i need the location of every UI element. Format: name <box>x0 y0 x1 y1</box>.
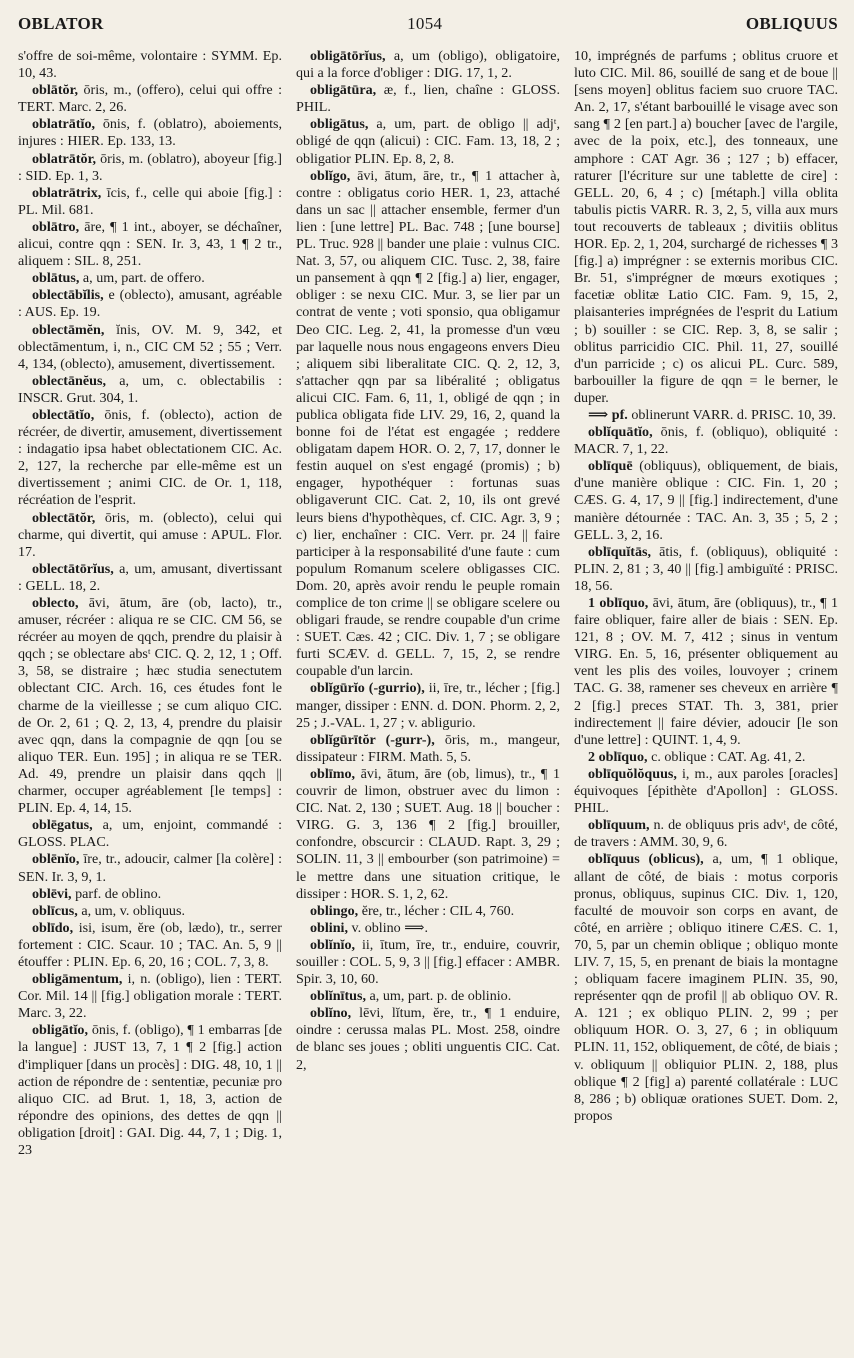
dictionary-entry <box>296 920 560 937</box>
dictionary-entry <box>18 817 282 851</box>
dictionary-entry <box>18 373 282 407</box>
entry-definition: āvi, ātum, āre (ob, limus), tr., ¶ 1 couvrir de limon, obstruer avec du limon : CIC. Nat. 2, 130 ; SUET. Aug. 18 || boucher : VIRG. G. 3, 136 ¶ 2 [fig.] brouiller, confondre, obscurcir : CLAUD. Rapt. 3, 29 ; SOLIN. 11, 3 || embourber (son patrimoine) = le mettre dans une situation critique, le dissiper : HOR. S. 1, 2, 62. <box>296 765 560 902</box>
entry-headword: oblectātōrĭus, <box>32 560 114 577</box>
entry-headword: oblīquē <box>588 458 633 475</box>
entry-headword: oblīquĭtās, <box>588 543 652 560</box>
entry-definition: parf. de oblino. <box>71 885 162 902</box>
entry-headword: oblatrātĭo, <box>32 116 96 133</box>
entry-headword: oblīmo, <box>310 765 356 782</box>
entry-definition: a, um, part. p. de oblinio. <box>366 988 512 1005</box>
entry-headword: ⟹ pf. <box>588 406 628 423</box>
entry-headword: 2 oblīquo, <box>588 748 648 765</box>
entry-definition: ōnis, f. (oblatro), aboiements, injures : HIER. Ep. 133, 13. <box>18 116 282 150</box>
entry-definition: ōris, m., (offero), celui qui offre : TERT. Marc. 2, 26. <box>18 82 282 116</box>
entry-headword: oblĭgo, <box>310 167 351 184</box>
entry-headword: oblingo, <box>310 902 359 919</box>
entry-definition: a, um, ¶ 1 oblique, allant de côté, de biais : motus corporis pronus, obliquus, supinus CIC. Div. 1, 120, faculté de mouvoir son corps en avant, de côté, en arrière ; obliquo itinere CÆS. C. 1, 70, 5, par un chemin oblique ; obliquo monte LIV. 7, 15, 5, en prenant de biais la montagne ; obliquam facere imaginem PLIN. 35, 90, représenter qqn de profil || ab obliquo OV. R. A. 121 ; ex obliquo PLIN. 2, 99 ; per obliquum HOR. O. 3, 27, 6 ; in obliquum PLIN. 11, 152, obliquement, de côté, de biais ; v. obliquum || obliquior PLIN. 2, 188, plus oblique ¶ 2 [fig] a) parenté collatérale : LUC 8, 286 ; b) obliquæ orationes SUET. Dom. 2, propos <box>574 851 838 1124</box>
entry-headword: oblĭgūrītŏr (-gurr-), <box>310 731 435 748</box>
entry-definition: i, n. (obligo), lien : TERT. Cor. Mil. 14 || [fig.] obligation morale : TERT. Marc. 3, 22. <box>18 971 282 1022</box>
dictionary-entry <box>574 458 838 543</box>
entry-headword: oblatrātrix, <box>32 184 102 201</box>
entry-definition: s'offre de soi-même, volontaire : SYMM. Ep. 10, 43. <box>18 48 282 82</box>
entry-definition: ōnis, f. (obligo), ¶ 1 embarras [de la langue] : JUST 13, 7, 1 ¶ 2 [fig.] action d'impliquer [dans un procès] : DIG. 48, 10, 1 || action de répondre de : sententiæ, pecuniæ pro aliquo CIC. ad Brut. 1, 18, 3, action de répondre des opinions, des dettes de qqn || obligation [droit] : GAI. Dig. 44, 7, 1 ; Dig. 1, 23 <box>18 1022 282 1158</box>
entry-headword: obligātĭo, <box>32 1022 88 1039</box>
page-number: 1054 <box>407 14 443 33</box>
entry-headword: oblectātŏr, <box>32 509 96 526</box>
entry-headword: oblĭnĭo, <box>310 936 356 953</box>
entry-headword: oblātro, <box>32 218 80 235</box>
entry-headword: oblectātĭo, <box>32 406 95 423</box>
entry-headword: oblectānĕus, <box>32 372 106 389</box>
entry-headword: oblīquus (oblicus), <box>588 851 704 868</box>
dictionary-entry <box>18 851 282 885</box>
dictionary-entry <box>18 185 282 219</box>
entry-definition: ōnis, f. (oblecto), action de récréer, de divertir, amusement, divertissement : indagatio ipsa habet oblectationem CIC. Ac. 2, 127, la recherche par elle-même est un divertissement ; animi CIC. de Or. 1, 118, récréation de l'esprit. <box>18 406 282 509</box>
entry-headword: obligātūra, <box>310 82 377 99</box>
entry-definition: a, um, enjoint, commandé : GLOSS. PLAC. <box>18 817 282 851</box>
dictionary-entry <box>18 903 282 920</box>
dictionary-entry <box>574 595 838 749</box>
entry-headword: oblĭno, <box>310 1005 352 1022</box>
dictionary-entry <box>574 766 838 817</box>
dictionary-entry <box>574 407 838 424</box>
entry-headword: oblīquŏlŏquus, <box>588 765 677 782</box>
entry-definition: (obliquus), obliquement, de biais, d'une manière oblique : CIC. Fin. 1, 20 ; CÆS. G. 4, 17, 9 || [fig.] indirectement, d'une manière détournée : TAC. An. 3, 35 ; 5, 2 ; GELL. 3, 2, 16. <box>574 458 838 543</box>
entry-headword: oblēnĭo, <box>32 851 80 868</box>
dictionary-entry <box>18 287 282 321</box>
entry-headword: oblātus, <box>32 270 80 287</box>
dictionary-entry <box>18 48 282 82</box>
dictionary-entry <box>296 48 560 82</box>
dictionary-entry <box>18 82 282 116</box>
entry-headword: oblectābĭlis, <box>32 287 104 304</box>
entry-definition: ĭnis, OV. M. 9, 342, et oblectāmentum, i, n., CIC CM 52 ; 55 ; Verr. 4, 134, (oblecto), amusement, divertissement. <box>18 321 282 372</box>
dictionary-entry <box>574 424 838 458</box>
dictionary-entry <box>574 544 838 595</box>
column-middle <box>296 48 560 1354</box>
entry-headword: oblēvi, <box>32 885 72 902</box>
entry-definition: n. de obliquus pris advᵗ, de côté, de travers : AMM. 30, 9, 6. <box>574 817 838 851</box>
dictionary-entry <box>574 48 838 407</box>
entry-headword: oblīdo, <box>32 919 74 936</box>
dictionary-entry <box>296 116 560 167</box>
entry-headword: oblĭgūrĭo (-gurrio), <box>310 680 425 697</box>
dictionary-entry <box>18 886 282 903</box>
entry-definition: v. oblino ⟹. <box>348 919 428 936</box>
entry-definition: oblinerunt VARR. d. PRISC. 10, 39. <box>627 406 836 423</box>
dictionary-entry <box>296 732 560 766</box>
entry-headword: obligātus, <box>310 116 369 133</box>
entry-definition: a, um, v. obliquus. <box>77 902 185 919</box>
entry-definition: āvi, ātum, āre (obliquus), tr., ¶ 1 faire obliquer, faire aller de biais : SEN. Ep. 121, 8 ; OV. M. 7, 412 ; sinus in ventum VIRG. En. 5, 16, présenter obliquement au vent les plis des voiles, louvoyer ; crinem TAC. G. 38, ramener ses cheveux en arrière ¶ 2 [fig.] preces STAT. Th. 3, 381, prier indirectement || faire dévier, adoucir [le son d'une lettre] : QUINT. 1, 4, 9. <box>574 595 838 748</box>
dictionary-entry <box>18 270 282 287</box>
entry-definition: āvi, ātum, āre, tr., ¶ 1 attacher à, contre : obligatus corio HER. 1, 23, attaché dans un sac || attacher ensemble, fermer d'un lien : [une lettre] PL. Bac. 748 ; [une bourse] PL. Truc. 928 || bander une plaie : vulnus CIC. Nat. 3, 57, ou aliquem CIC. Tusc. 2, 38, faire un pansement à qqn ¶ 2 [fig.] a) lier, engager, obliger : se nexu CIC. Mur. 3, se lier par un contrat de vente ; voti sponsio, qua obligamur Deo CIC. Leg. 2, 41, la promesse d'un vœu par laquelle nous nous engageons envers Dieu ; aliquem sibi liberalitate CIC. Q. 2, 12, 3, s'attacher qqn par sa libéralité ; obligatus alicui CIC. Fam. 6, 11, 1, obligé de qqn ; in publica obligata fide LIV. 29, 16, 2, quand la bonne foi de l'état est engagée ; reddere obligatam dapem HOR. O. 2, 7, 17, donner le festin auquel on s'est engagé (promis) ; b) engager, hypothéquer : fortunas suas obligaverunt CIC. Cat. 2, 10, ils ont grevé leurs biens d'hypothèques, cf. CIC. Agr. 3, 9 ; c) lier, enchaîner : CIC. Verr. pr. 24 || faire participer à la responsabilité d'une faute : cum populum Romanum scelere obligasses CIC. Dom. 20, après avoir rendu le peuple romain complice de ton crime || se obligare scelere ou obligari fraude, se rendre coupable d'un crime : SUET. Cæs. 42 ; CIC. Div. 1, 7 ; se obligare furti SCÆV. d. GELL. 7, 15, 2, se rendre coupable d'un larcin. <box>296 167 560 680</box>
entry-definition: āre, ¶ 1 int., aboyer, se déchaîner, alicui, contre qqn : SEN. Ir. 3, 43, 1 ¶ 2 tr., aliquem : SIL. 8, 251. <box>18 218 282 270</box>
entry-definition: c. oblique : CAT. Ag. 41, 2. <box>647 748 806 765</box>
dictionary-entry <box>296 937 560 988</box>
entry-definition: i, m., aux paroles [oracles] équivoques [épithète d'Apollon] : GLOSS. PHIL. <box>574 765 838 817</box>
dictionary-entry <box>18 595 282 817</box>
entry-headword: oblĭnītus, <box>310 988 367 1005</box>
entry-definition: ōris, m., mangeur, dissipateur : FIRM. Math. 5, 5. <box>296 731 560 765</box>
entry-headword: 1 oblīquo, <box>588 595 649 611</box>
entry-definition: a, um, part. de obligo || adjᵗ, obligé de qqn (alicui) : CIC. Fam. 13, 18, 2 ; obligatior PLIN. Ep. 8, 2, 8. <box>296 116 560 167</box>
header-left-guide-word: OBLATOR <box>18 14 104 33</box>
entry-headword: obligāmentum, <box>32 971 123 988</box>
dictionary-entry <box>296 1005 560 1073</box>
header-right-guide-word: OBLIQUUS <box>745 14 838 33</box>
entry-definition: ōnis, f. (obliquo), obliquité : MACR. 7, 1, 22. <box>574 424 838 458</box>
entry-definition: ātis, f. (obliquus), obliquité : PLIN. 2, 81 ; 3, 40 || [fig.] ambiguïté : PRISC. 18, 56. <box>574 543 838 594</box>
entry-headword: oblēgatus, <box>32 817 93 834</box>
dictionary-entry <box>18 561 282 595</box>
column-left <box>18 48 282 1354</box>
dictionary-entry <box>18 151 282 185</box>
running-head <box>18 14 838 48</box>
entry-definition: ĕre, tr., lécher : CIL 4, 760. <box>358 902 515 919</box>
dictionary-entry <box>18 1022 282 1159</box>
columns <box>18 48 838 1354</box>
dictionary-entry <box>296 988 560 1005</box>
dictionary-entry <box>18 971 282 1022</box>
entry-definition: a, um, c. oblectabilis : INSCR. Grut. 304, 1. <box>18 372 282 406</box>
entry-definition: ōris, m. (oblatro), aboyeur [fig.] : SID. Ep. 1, 3. <box>18 150 282 184</box>
dictionary-entry <box>18 510 282 561</box>
dictionary-entry <box>18 920 282 971</box>
entry-headword: oblĭquātĭo, <box>588 424 653 441</box>
dictionary-entry <box>296 168 560 681</box>
dictionary-entry <box>574 851 838 1125</box>
column-right <box>574 48 838 1354</box>
dictionary-entry <box>18 219 282 270</box>
entry-definition: a, um, part. de offero. <box>79 270 205 287</box>
dictionary-entry <box>18 407 282 510</box>
entry-headword: oblectāmĕn, <box>32 321 105 338</box>
entry-headword: oblini, <box>310 919 348 936</box>
entry-definition: ii, īre, tr., lécher ; [fig.] manger, dissiper : ENN. d. DON. Phorm. 2, 2, 25 ; J.-VAL. 1, 27 ; v. abligurio. <box>296 680 560 731</box>
entry-definition: e (oblecto), amusant, agréable : AUS. Ep. 19. <box>18 287 282 321</box>
entry-definition: ii, ītum, īre, tr., enduire, couvrir, souiller : COL. 5, 9, 3 || [fig.] effacer : AMBR. Spir. 3, 10, 60. <box>296 936 560 988</box>
dictionary-entry <box>296 82 560 116</box>
entry-definition: īre, tr., adoucir, calmer [la colère] : SEN. Ir. 3, 9, 1. <box>18 851 282 885</box>
entry-headword: oblīquum, <box>588 817 650 834</box>
entry-definition: ōris, m. (oblecto), celui qui charme, qui divertit, qui amuse : APUL. Flor. 17. <box>18 509 282 560</box>
entry-definition: 10, imprégnés de parfums ; oblitus cruore et luto CIC. Mil. 86, souillé de sang et de boue || [sens moyen] oblitus faciem suo cruore TAC. An. 2, 17, s'étant barbouillé le visage avec son sang ¶ 2 [en part.] a) boucher [avec de l'argile, avec de la poix, etc.], des tonneaux, une amphore : CAT Agr. 36 ; 127 ; b) effacer, raturer [l'écriture sur une tablette de cire] : GELL. 20, 6, 4 ; c) [métaph.] villa oblita tabulis pictis VARR. R. 3, 2, 5, villa aux murs tout recouverts de tableaux ; divitiis oblitus HOR. Ep. 2, 1, 204, surchargé de richesses ¶ 3 [fig.] a) imprégner : se externis moribus CIC. Br. 51, s'imprégner de mœurs exotiques ; facetiæ oblitæ Latio CIC. Fam. 9, 15, 2, plaisanteries imprégnées de l'esprit du Latium ; b) souiller : se CIC. Rep. 3, 8, se salir ; oblitus parricidio CIC. Phil. 11, 27, souillé d'un parricide ; c) os alicui PL. Curc. 589, barbouiller la figure de qqn = le berner, le duper. <box>574 48 838 406</box>
dictionary-entry <box>18 322 282 373</box>
entry-definition: a, um, amusant, divertissant : GELL. 18, 2. <box>18 560 282 594</box>
dictionary-entry <box>296 680 560 731</box>
dictionary-entry <box>296 903 560 920</box>
entry-definition: īcis, f., celle qui aboie [fig.] : PL. Mil. 681. <box>18 184 282 218</box>
entry-definition: a, um (obligo), obligatoire, qui a la force d'obliger : DIG. 17, 1, 2. <box>296 48 560 82</box>
dictionary-entry <box>296 766 560 903</box>
dictionary-entry <box>574 817 838 851</box>
entry-headword: obligātōrĭus, <box>310 48 386 64</box>
entry-definition: isi, isum, ĕre (ob, lædo), tr., serrer fortement : CIC. Scaur. 10 ; TAC. An. 5, 9 || étouffer : PLIN. Ep. 6, 20, 16 ; COL. 7, 3, 8. <box>18 919 282 970</box>
entry-headword: oblātŏr, <box>32 82 79 99</box>
entry-definition: lēvi, lĭtum, ĕre, tr., ¶ 1 enduire, oindre : cerussa malas PL. Most. 258, oindre de blanc ses joues ; obliti unguentis CIC. Cat. 2, <box>296 1005 560 1073</box>
dictionary-entry <box>574 749 838 766</box>
entry-definition: āvi, ātum, āre (ob, lacto), tr., amuser, récréer : aliqua re se CIC. CM 56, se récréer au moyen de qqch, prendre du plaisir à qqch ; se oblectare absᵗ CIC. Q. 2, 12, 1 ; Off. 3, 58, se distraire ; hæc studia senectutem oblectant CIC. Arch. 16, ces études font le charme de la vieillesse ; se cum aliquo CIC. de Or. 2, 61 ; Q. 2, 13, 4, prendre du plaisir avec qqn, dans la compagnie de qqn [ou se aliquo TER. Eun. 195] ; in aliqua re se TER. Ad. 49, prendre un plaisir dans qqch || charmer, occuper agréablement [le temps] : PLIN. Ep. 4, 14, 15. <box>18 595 282 817</box>
entry-definition: æ, f., lien, chaîne : GLOSS. PHIL. <box>296 82 560 116</box>
dictionary-entry <box>18 116 282 150</box>
entry-headword: oblatrātŏr, <box>32 150 97 167</box>
entry-headword: oblīcus, <box>32 902 78 919</box>
entry-headword: oblecto, <box>32 595 79 611</box>
